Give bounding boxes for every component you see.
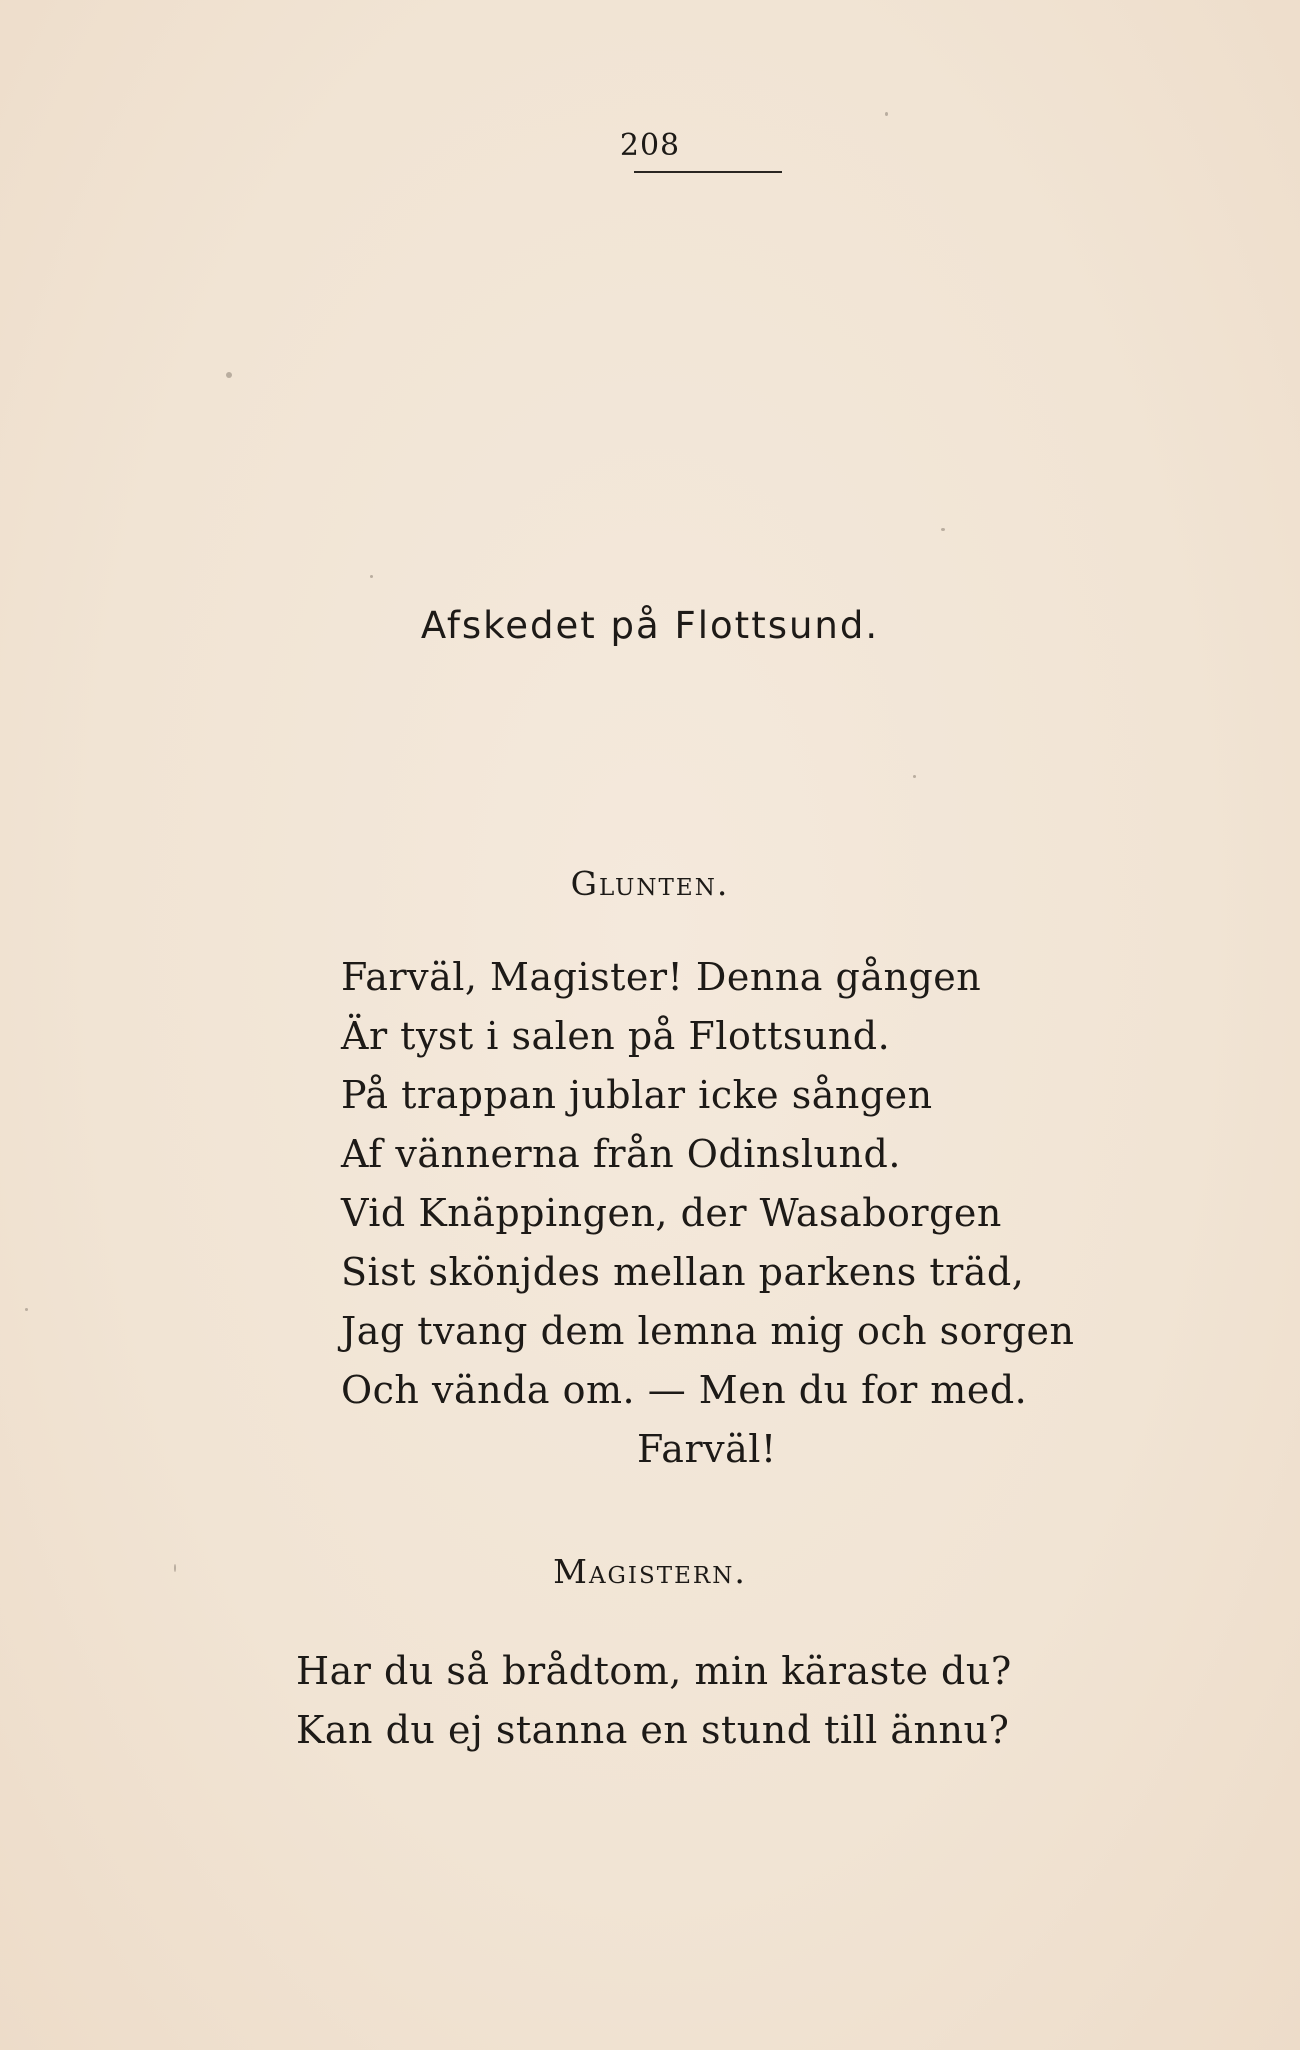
speaker-heading-glunten: Glunten. (570, 864, 730, 903)
stanza-magistern (296, 1642, 1012, 1760)
paper-speck (885, 112, 888, 116)
paper-speck (370, 575, 373, 578)
paper-speck (941, 528, 945, 531)
verse-line: Har du så brådtom, min käraste du? (296, 1649, 1012, 1693)
verse-line: Farväl, Magister! Denna gången (341, 955, 982, 999)
verse-line: Vid Knäppingen, der Wasaborgen (341, 1191, 1002, 1235)
verse-line: Kan du ej stanna en stund till ännu? (296, 1708, 1010, 1752)
paper-speck (226, 372, 232, 378)
verse-line: Och vända om. — Men du for med. (341, 1368, 1028, 1412)
verse-line: Jag tvang dem lemna mig och sorgen (341, 1309, 1075, 1353)
verse-line-farewell: Farväl! (637, 1427, 777, 1471)
verse-line: På trappan jublar icke sången (341, 1073, 933, 1117)
paper-speck (174, 1564, 176, 1572)
page-number: 208 (619, 128, 681, 163)
page-number-rule (634, 171, 782, 173)
poem-title: Afskedet på Flottsund. (420, 604, 880, 647)
speaker-heading-magistern: Magistern. (553, 1552, 747, 1591)
verse-line: Är tyst i salen på Flottsund. (341, 1014, 891, 1058)
paper-speck (25, 1308, 28, 1311)
stanza-glunten (341, 948, 1075, 1479)
verse-line: Sist skönjdes mellan parkens träd, (341, 1250, 1025, 1294)
verse-line: Af vännerna från Odinslund. (341, 1132, 901, 1176)
paper-speck (913, 775, 916, 778)
